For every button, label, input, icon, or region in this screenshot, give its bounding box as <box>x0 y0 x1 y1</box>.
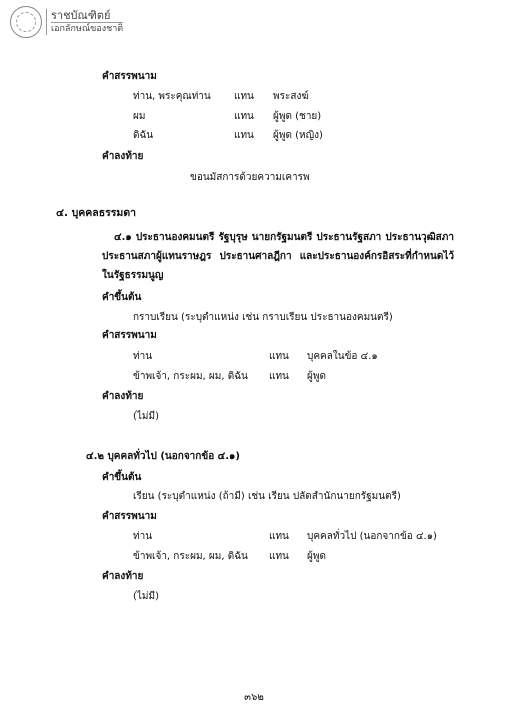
ending-heading: คำลงท้าย <box>102 151 144 162</box>
section-paragraph: ๔.๑ ประธานองคมนตรี รัฐบุรุษ นายกรัฐมนตรี ประธานรัฐสภา ประธานวุฒิสภา ประธานสภาผู้แทนราษฎร ประธานศาลฎีกา และประธานองค์กรอิสระที่กำหนดไว้ในรัฐธรรมนูญ <box>102 232 454 281</box>
pronoun-target: ผู้พูด (หญิง) <box>273 130 323 141</box>
header-subtitle: เอกลักษณ์ของชาติ <box>51 24 124 34</box>
page-header <box>10 6 123 38</box>
pronoun-word: ผม <box>133 111 146 122</box>
pronoun-rel: แทน <box>269 371 289 382</box>
pronoun-target: ผู้พูด (ชาย) <box>273 111 322 122</box>
pronoun-word: ท่าน <box>133 531 153 542</box>
pronoun-rel: แทน <box>269 531 289 542</box>
pronoun-target: บุคคลในข้อ ๔.๑ <box>307 351 378 362</box>
header-title: ราชบัณฑิตย์ <box>51 9 111 22</box>
section-title: ๔. บุคคลธรรมดา <box>56 207 137 219</box>
pronoun-word: ท่าน, พระคุณท่าน <box>133 91 211 102</box>
pronoun-word: ข้าพเจ้า, กระผม, ผม, ดิฉัน <box>133 551 248 562</box>
pronoun-rel: แทน <box>234 111 254 122</box>
ending-text: (ไม่มี) <box>133 591 160 602</box>
pronoun-rel: แทน <box>269 551 289 562</box>
ending-text: (ไม่มี) <box>133 411 160 422</box>
pronoun-rel: แทน <box>234 130 254 141</box>
opening-heading: คำขึ้นต้น <box>102 292 142 303</box>
pronoun-word: ท่าน <box>133 351 153 362</box>
opening-heading: คำขึ้นต้น <box>102 472 142 483</box>
pronoun-target: บุคคลทั่วไป (นอกจากข้อ ๔.๑) <box>307 531 437 542</box>
header-text <box>46 9 123 35</box>
opening-text: เรียน (ระบุตำแหน่ง (ถ้ามี) เช่น เรียน ปลัดสำนักนายกรัฐมนตรี) <box>133 491 401 502</box>
ending-text: ขอนมัสการด้วยความเคารพ <box>190 172 310 183</box>
pronoun-rel: แทน <box>269 351 289 362</box>
pronoun-target: ผู้พูด <box>307 371 326 382</box>
pronoun-rel: แทน <box>234 91 254 102</box>
ending-heading: คำลงท้าย <box>102 571 144 582</box>
pronoun-target: ผู้พูด <box>307 551 326 562</box>
opening-text: กราบเรียน (ระบุตำแหน่ง เช่น กราบเรียน ประธานองคมนตรี) <box>133 312 393 323</box>
pronoun-word: ข้าพเจ้า, กระผม, ผม, ดิฉัน <box>133 371 248 382</box>
pronoun-heading: คำสรรพนาม <box>102 511 157 522</box>
page-number: ๓๖๒ <box>244 692 264 703</box>
ending-heading: คำลงท้าย <box>102 391 144 402</box>
pronoun-heading: คำสรรพนาม <box>102 330 157 341</box>
pronoun-word: ดิฉัน <box>133 130 154 141</box>
pronoun-heading: คำสรรพนาม <box>102 71 157 82</box>
subsection-title: ๔.๒ บุคคลทั่วไป (นอกจากข้อ ๔.๑) <box>86 451 240 462</box>
emblem-logo <box>10 6 42 38</box>
pronoun-target: พระสงฆ์ <box>273 91 309 102</box>
